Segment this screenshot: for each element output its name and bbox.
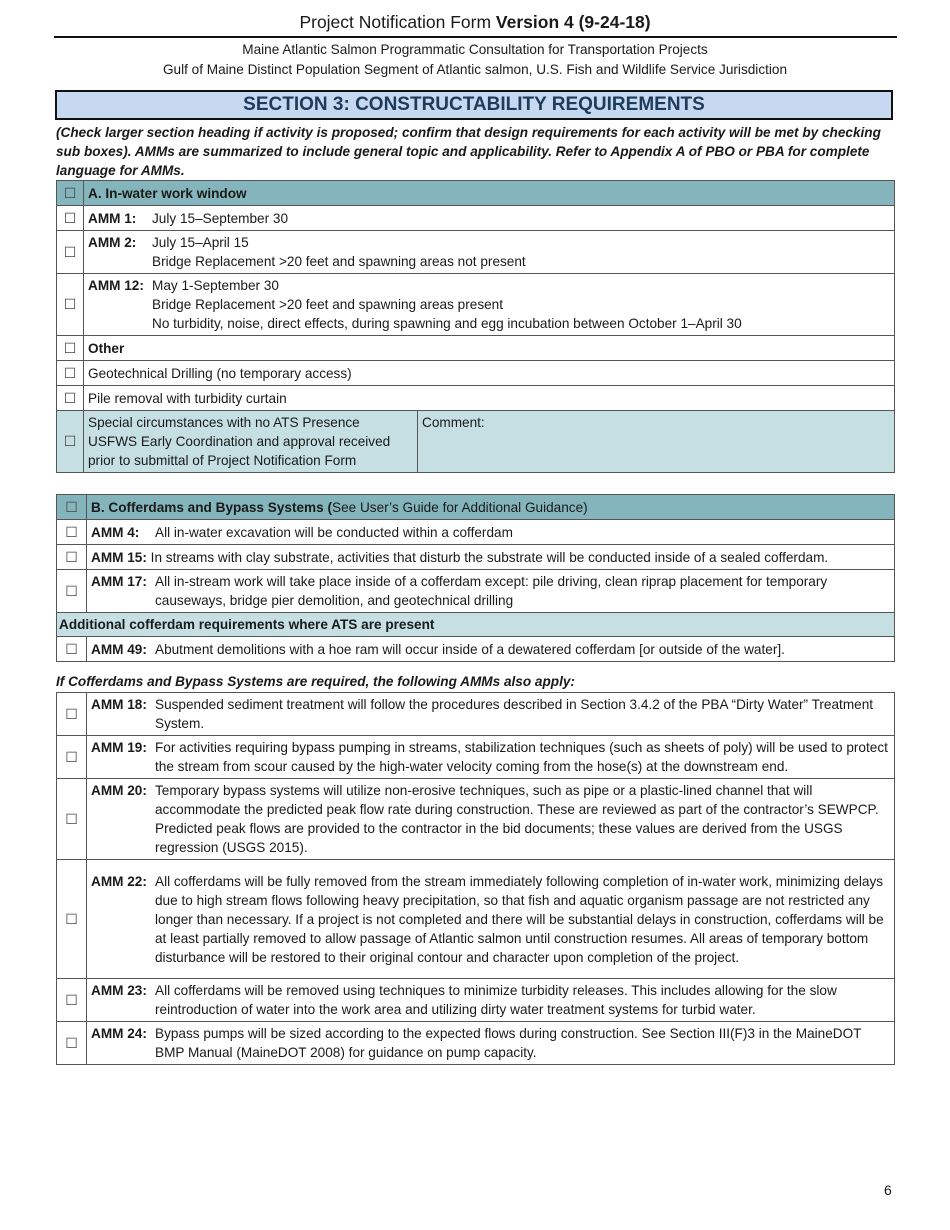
amm-2-label: AMM 2: — [88, 235, 137, 250]
amm-12-condition: Bridge Replacement >20 feet and spawning areas present — [152, 297, 504, 312]
amm-24-text: Bypass pumps will be sized according to the expected flows during construction. See Section III(F)3 in the MaineDOT BMP Manual (MaineDOT 2008) for guidance on pump capacity. — [155, 1026, 862, 1060]
amm-23-row — [57, 979, 895, 1022]
special-circumstances-checkbox[interactable]: ☐ — [57, 411, 84, 473]
amm-2-row — [57, 231, 895, 274]
section-b-heading-row — [57, 495, 895, 520]
section-a-checkbox[interactable]: ☐ — [57, 181, 84, 206]
amm-15-text: In streams with clay substrate, activities that disturb the substrate will be conducted inside of a sealed cofferdam. — [150, 549, 829, 565]
amm-22-label: AMM 22: — [91, 873, 147, 889]
section-a-heading: A. In-water work window — [84, 181, 895, 206]
special-circumstances-line: Special circumstances with no ATS Presence — [88, 415, 360, 430]
amm-12-dates: May 1-September 30 — [152, 278, 279, 293]
amm-19-row — [57, 736, 895, 779]
amm-15-checkbox[interactable]: ☐ — [57, 545, 87, 570]
amm-49-text: Abutment demolitions with a hoe ram will occur inside of a dewatered cofferdam [or outside of the water]. — [155, 641, 785, 657]
amm-20-text: Temporary bypass systems will utilize non-erosive techniques, such as pipe or a plastic-lined channel that will accommodate the predicted peak flow rate during construction. These are reviewed as part of the contractor’s SEWPCP. Predicted peak flows are provided to the contractor in the bid documents; these values are derived from the USGS regression (USGS 2015). — [155, 783, 879, 855]
amm-12-label: AMM 12: — [88, 278, 144, 293]
amm-18-row — [57, 693, 895, 736]
form-version: Version 4 (9-24-18) — [495, 12, 651, 32]
geotechnical-drilling-checkbox[interactable]: ☐ — [57, 361, 84, 386]
header-divider — [54, 36, 897, 38]
subtitle-programmatic: Maine Atlantic Salmon Programmatic Consultation for Transportation Projects — [242, 42, 708, 57]
amm-2-checkbox[interactable]: ☐ — [57, 231, 84, 274]
amm-1-checkbox[interactable]: ☐ — [57, 206, 84, 231]
section-b-guidance-note: See User’s Guide for Additional Guidance) — [332, 499, 588, 515]
cofferdams-bypass-table — [56, 494, 895, 662]
amm-12-row — [57, 274, 895, 336]
amm-23-checkbox[interactable]: ☐ — [57, 979, 87, 1022]
amm-19-text: For activities requiring bypass pumping in streams, stabilization techniques (such as sheets of poly) will be used to protect the stream from scour caused by the high-water velocity coming from the hose(s) at the downstream end. — [155, 740, 888, 774]
geotechnical-drilling-label: Geotechnical Drilling (no temporary access) — [84, 361, 895, 386]
in-water-work-window-table — [56, 180, 895, 473]
amm-18-label: AMM 18: — [91, 697, 147, 712]
amm-12-checkbox[interactable]: ☐ — [57, 274, 84, 336]
amm-2-dates: July 15–April 15 — [152, 235, 249, 250]
amm-22-text: All cofferdams will be fully removed from the stream immediately following completion of in-water work, minimizing delays due to high stream flows following heavy precipitation, so that fish and aquatic organism passage are not restricted any longer than necessary. If a project is not completed and there will be substantial delays in construction, cofferdams will be at least partially removed to allow passage of Atlantic salmon until construction resumes. All areas of temporary bottom disturbance will be restored to their original contour and character upon completion of the project. — [155, 873, 884, 965]
subtitle-jurisdiction: Gulf of Maine Distinct Population Segment of Atlantic salmon, U.S. Fish and Wildlife Service Jurisdiction — [162, 62, 788, 77]
amm-18-checkbox[interactable]: ☐ — [57, 693, 87, 736]
pile-removal-label: Pile removal with turbidity curtain — [84, 386, 895, 411]
amm-17-text: All in-stream work will take place inside of a cofferdam except: pile driving, clean riprap placement for temporary causeways, bridge pier demolition, and geotechnical drilling — [155, 574, 828, 608]
amm-22-checkbox[interactable]: ☐ — [57, 860, 87, 979]
amm-12-restriction: No turbidity, noise, direct effects, during spawning and egg incubation between October 1–April 30 — [152, 316, 742, 331]
amm-19-checkbox[interactable]: ☐ — [57, 736, 87, 779]
amm-49-label: AMM 49: — [91, 641, 147, 657]
section-b-checkbox[interactable]: ☐ — [57, 495, 87, 520]
section-heading: SECTION 3: CONSTRUCTABILITY REQUIREMENTS — [55, 90, 893, 120]
amm-1-label: AMM 1: — [88, 210, 137, 226]
other-checkbox[interactable]: ☐ — [57, 336, 84, 361]
special-circumstances-row — [57, 411, 895, 473]
section-instructions: (Check larger section heading if activity is proposed; confirm that design requirements for each activity will be met by checking sub boxes). AMMs are summarized to include general topic and applicability. Refer to Appendix A of PBO or PBA for complete language for AMMs. — [56, 125, 881, 178]
special-circumstances-text — [84, 411, 418, 473]
amm-49-row — [57, 637, 895, 662]
amm-49-checkbox[interactable]: ☐ — [57, 637, 87, 662]
amm-24-checkbox[interactable]: ☐ — [57, 1022, 87, 1065]
amm-20-label: AMM 20: — [91, 783, 147, 798]
ats-requirements-heading: Additional cofferdam requirements where ATS are present — [57, 613, 895, 637]
other-row — [57, 336, 895, 361]
amm-23-text: All cofferdams will be removed using techniques to minimize turbidity releases. This includes allowing for the slow reintroduction of water into the work area and utilizing dirty water treatment systems for turbid water. — [155, 983, 837, 1017]
section-b-heading-title: B. Cofferdams and Bypass Systems ( — [91, 499, 332, 515]
amm-23-label: AMM 23: — [91, 983, 147, 998]
amm-4-label: AMM 4: — [91, 524, 140, 540]
amm-1-row — [57, 206, 895, 231]
special-circumstances-line: USFWS Early Coordination and approval received — [88, 434, 391, 449]
comment-field[interactable] — [418, 411, 895, 473]
section-a-heading-row — [57, 181, 895, 206]
amm-18-text: Suspended sediment treatment will follow the procedures described in Section 3.4.2 of the PBA “Dirty Water” Treatment System. — [155, 697, 874, 731]
amm-17-row — [57, 570, 895, 613]
amm-4-checkbox[interactable]: ☐ — [57, 520, 87, 545]
other-label: Other — [84, 336, 895, 361]
amm-20-checkbox[interactable]: ☐ — [57, 779, 87, 860]
amm-15-label: AMM 15: — [91, 549, 147, 565]
amm-15-row — [57, 545, 895, 570]
special-circumstances-line: prior to submittal of Project Notification Form — [88, 453, 357, 468]
amm-22-row — [57, 860, 895, 979]
bypass-amm-note: If Cofferdams and Bypass Systems are required, the following AMMs also apply: — [56, 674, 575, 689]
pile-removal-row — [57, 386, 895, 411]
amm-20-row — [57, 779, 895, 860]
pile-removal-checkbox[interactable]: ☐ — [57, 386, 84, 411]
ats-requirements-row — [57, 613, 895, 637]
geotechnical-drilling-row — [57, 361, 895, 386]
amm-1-text: July 15–September 30 — [152, 210, 289, 226]
amm-17-checkbox[interactable]: ☐ — [57, 570, 87, 613]
form-title — [0, 12, 950, 33]
amm-24-label: AMM 24: — [91, 1026, 147, 1041]
amm-2-condition: Bridge Replacement >20 feet and spawning areas not present — [152, 254, 526, 269]
bypass-amm-table — [56, 692, 895, 1065]
amm-4-text: All in-water excavation will be conducted within a cofferdam — [155, 524, 513, 540]
amm-24-row — [57, 1022, 895, 1065]
amm-19-label: AMM 19: — [91, 740, 147, 755]
comment-label: Comment: — [422, 415, 485, 430]
page-number: 6 — [884, 1182, 892, 1198]
form-title-prefix: Project Notification Form — [299, 12, 492, 32]
amm-17-label: AMM 17: — [91, 574, 147, 589]
amm-4-row — [57, 520, 895, 545]
section-b-heading — [87, 495, 895, 520]
